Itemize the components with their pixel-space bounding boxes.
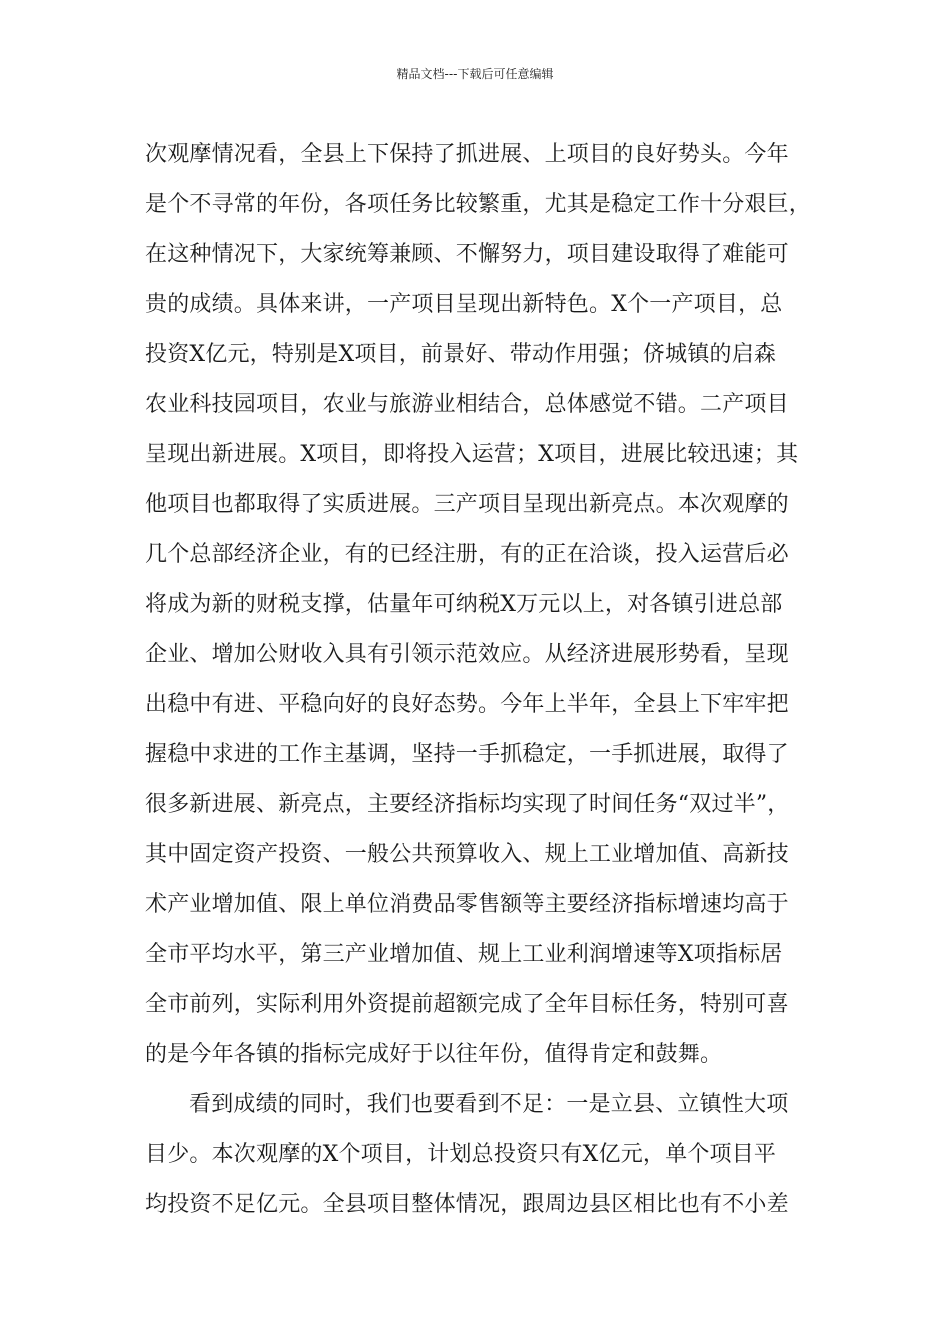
text-line: 企业、增加公财收入具有引领示范效应。从经济进展形势看，呈现 xyxy=(145,642,789,667)
text-line: 很多新进展、新亮点，主要经济指标均实现了时间任务“双过半”， xyxy=(145,792,790,817)
text-line: 将成为新的财税支撑，估量年可纳税X万元以上，对各镇引进总部 xyxy=(145,592,783,617)
text-line: 呈现出新进展。X项目，即将投入运营；X项目，进展比较迅速；其 xyxy=(145,442,799,467)
text-line: 次观摩情况看，全县上下保持了抓进展、上项目的良好势头。今年 xyxy=(145,142,789,167)
text-line: 在这种情况下，大家统筹兼顾、不懈努力，项目建设取得了难能可 xyxy=(145,242,789,267)
text-line: 全市平均水平，第三产业增加值、规上工业利润增速等X项指标居 xyxy=(145,942,783,967)
paragraph xyxy=(145,1080,809,1230)
text-line: 几个总部经济企业，有的已经注册，有的正在洽谈，投入运营后必 xyxy=(145,542,789,567)
text-line: 的是今年各镇的指标完成好于以往年份，值得肯定和鼓舞。 xyxy=(145,1042,723,1067)
text-line: 均投资不足亿元。全县项目整体情况，跟周边县区相比也有不小差 xyxy=(145,1192,789,1217)
paragraph xyxy=(145,130,812,1080)
page-header: 精品文档---下载后可任意编辑 xyxy=(396,67,554,81)
text-line: 术产业增加值、限上单位消费品零售额等主要经济指标增速均高于 xyxy=(145,892,789,917)
text-line: 握稳中求进的工作主基调，坚持一手抓稳定，一手抓进展，取得了 xyxy=(145,742,789,767)
text-line: 其中固定资产投资、一般公共预算收入、规上工业增加值、高新技 xyxy=(145,842,789,867)
document-body xyxy=(145,130,812,1230)
text-line: 贵的成绩。具体来讲，一产项目呈现出新特色。X个一产项目，总 xyxy=(145,292,783,317)
text-line: 是个不寻常的年份，各项任务比较繁重，尤其是稳定工作十分艰巨， xyxy=(145,192,812,217)
text-line: 投资X亿元，特别是X项目，前景好、带动作用强；侪城镇的启森 xyxy=(145,342,777,367)
text-line: 目少。本次观摩的X个项目，计划总投资只有X亿元，单个项目平 xyxy=(145,1142,777,1167)
text-line: 看到成绩的同时，我们也要看到不足：一是立县、立镇性大项 xyxy=(189,1092,789,1117)
text-line: 他项目也都取得了实质进展。三产项目呈现出新亮点。本次观摩的 xyxy=(145,492,789,517)
text-line: 农业科技园项目，农业与旅游业相结合，总体感觉不错。二产项目 xyxy=(145,392,789,417)
text-line: 全市前列，实际利用外资提前超额完成了全年目标任务，特别可喜 xyxy=(145,992,789,1017)
text-line: 出稳中有进、平稳向好的良好态势。今年上半年，全县上下牢牢把 xyxy=(145,692,789,717)
